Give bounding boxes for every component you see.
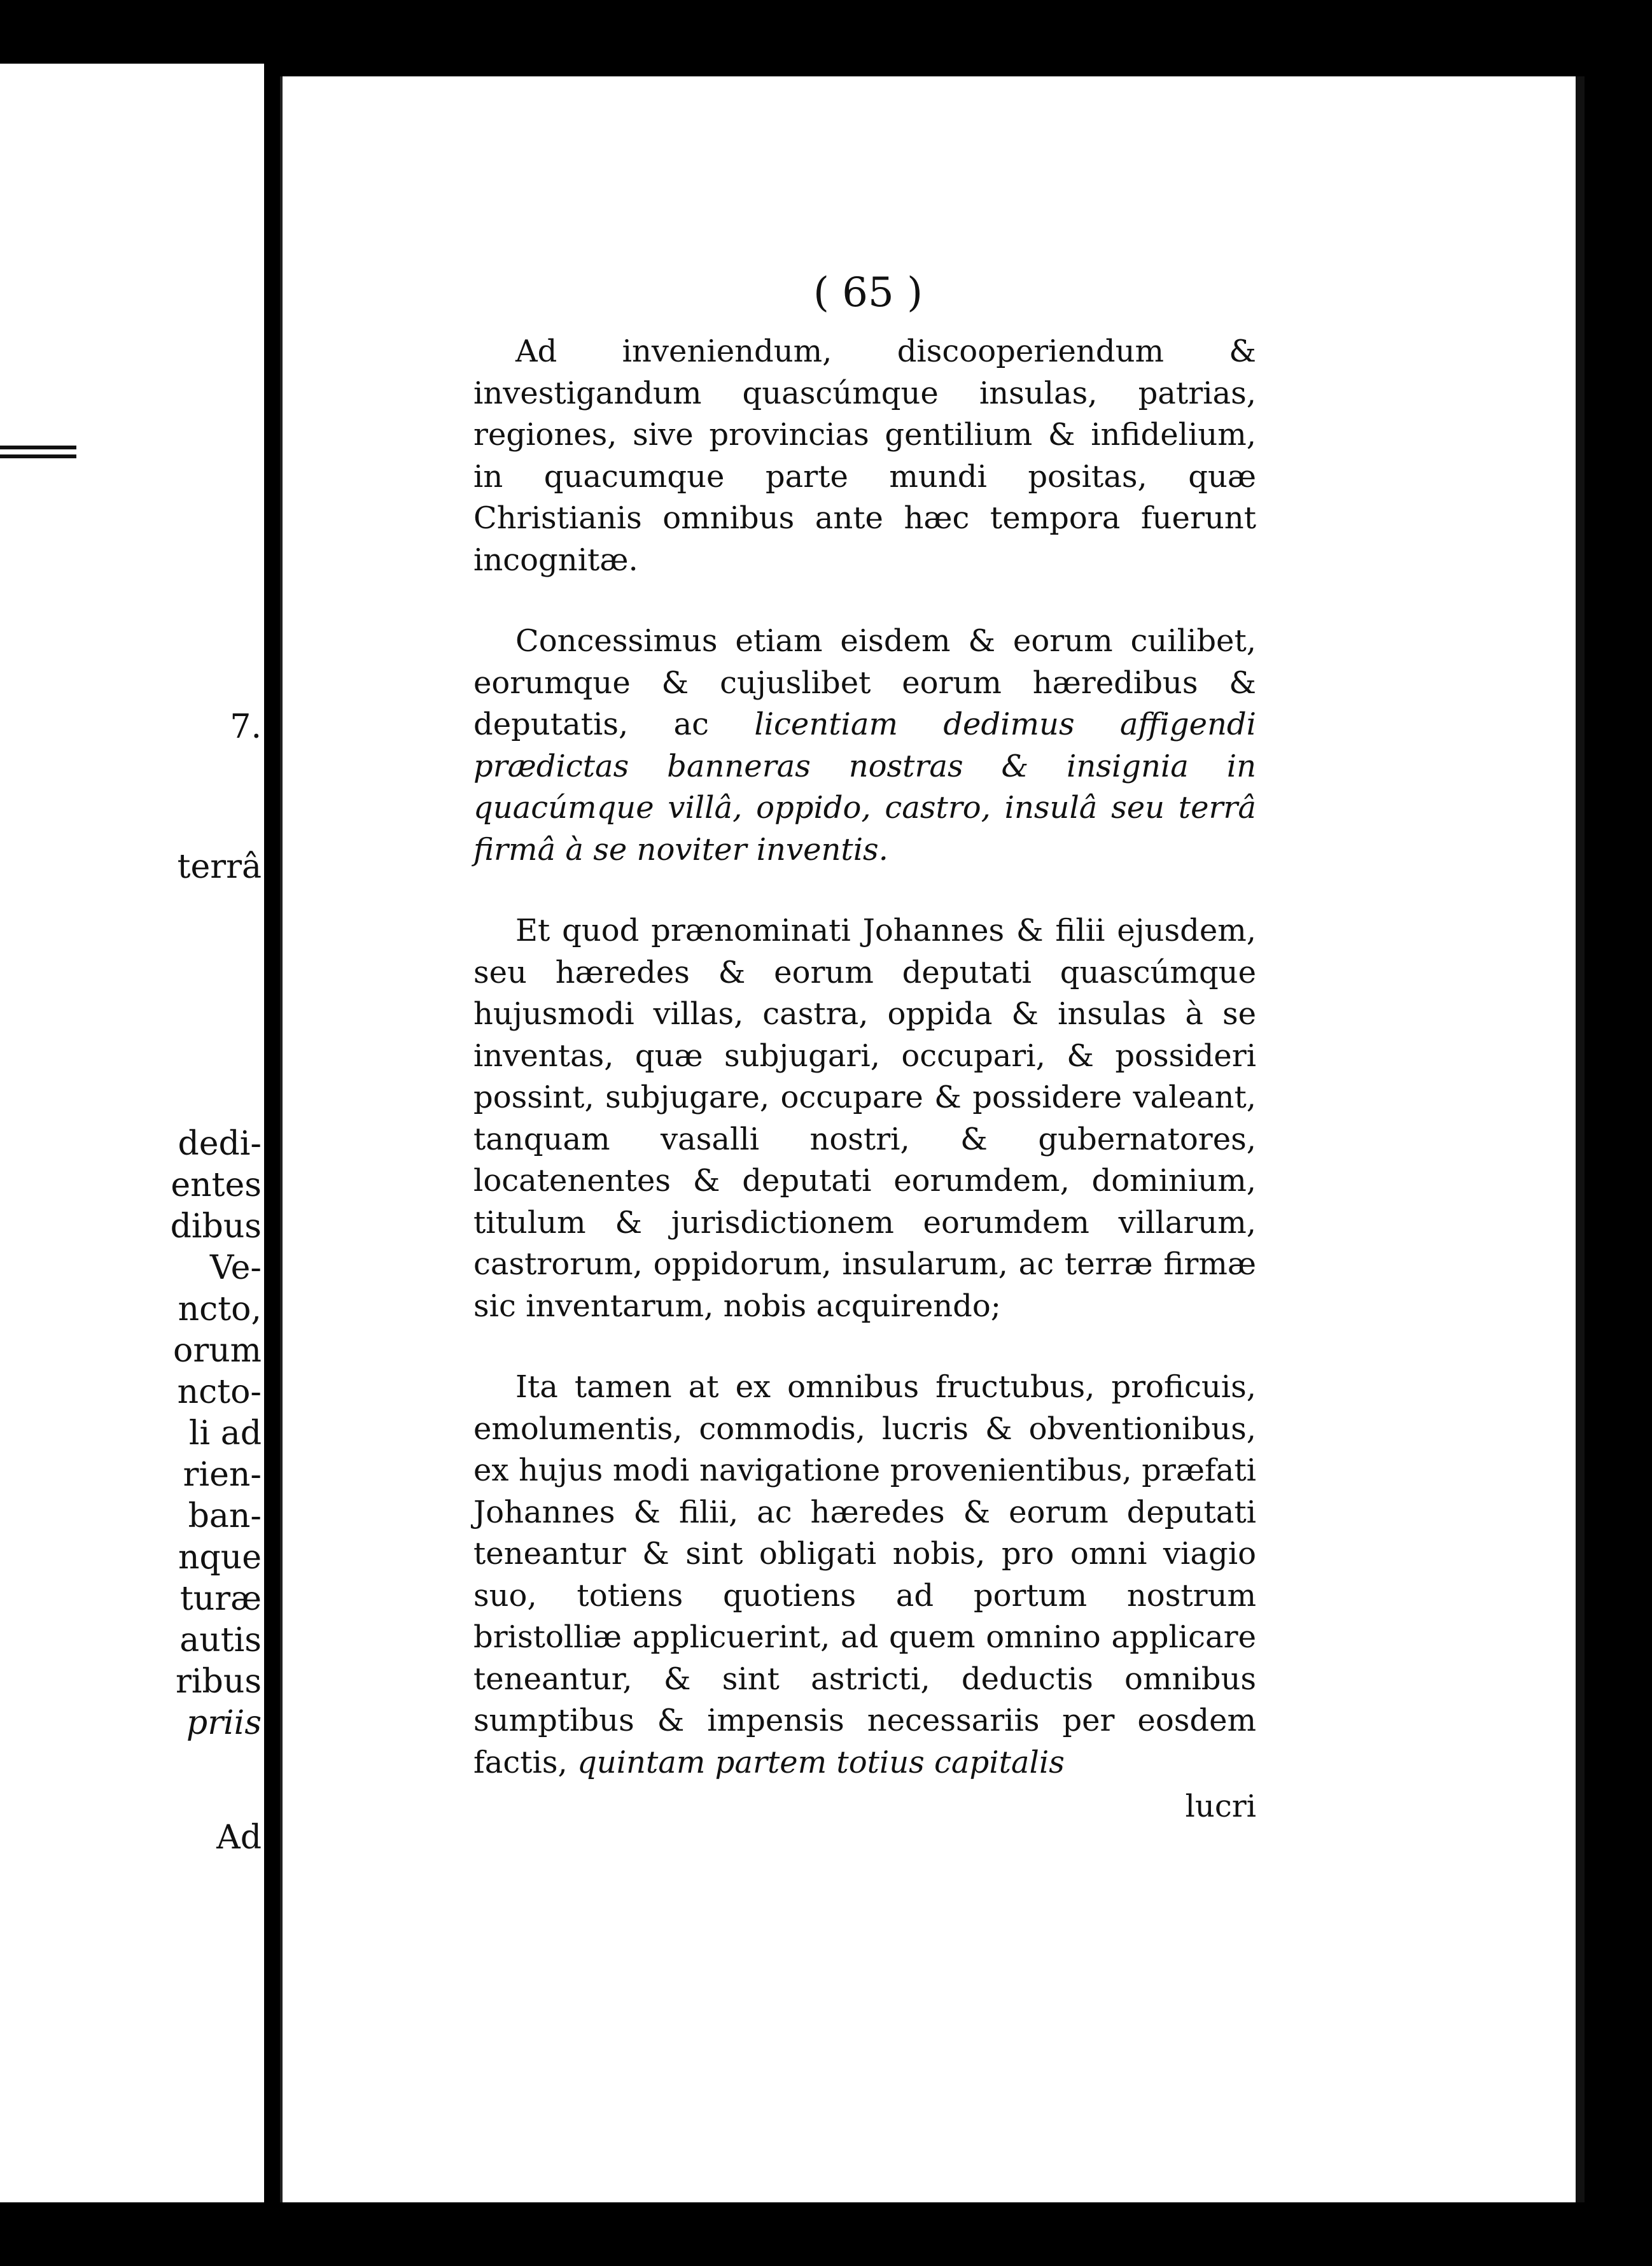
paragraph [473, 621, 1256, 871]
left-fragment-line: priis [186, 1704, 262, 1742]
book-gutter [264, 64, 280, 2202]
left-fragment-catchword: Ad [216, 1819, 262, 1857]
paragraph [473, 1367, 1256, 1784]
catchword: lucri [1185, 1789, 1256, 1824]
left-fragment-line: Ve- [209, 1249, 262, 1287]
left-fragment-line: rien- [183, 1456, 262, 1494]
paragraph: Ad inveniendum, discooperiendum & investigandum quascúmque insulas, patrias, regiones, sive provincias gentilium & infidelium, in quacumque parte mundi positas, quæ Christianis omnibus ante hæc tempora fuerunt incognitæ. [473, 334, 1256, 578]
left-fragment-line: dedi- [178, 1125, 262, 1163]
left-fragment-heading: 7. [230, 708, 262, 746]
left-fragment-line: orum [173, 1332, 262, 1370]
left-fragment-line: ribus [176, 1663, 262, 1701]
page-body [473, 331, 1256, 1828]
paragraph: Et quod prænominati Johannes & filii ejusdem, seu hæredes & eorum deputati quascúmque hujusmodi villas, castra, oppida & insulas à se inventas, quæ subjugari, occupari, & possideri possint, subjugare, occupare & possidere valeant, tanquam vasalli nostri, & gubernatores, locatenentes & deputati eorumdem, dominium, titulum & jurisdictionem eorumdem villarum, castrorum, oppidorum, insularum, ac terræ firmæ sic inventarum, nobis acquirendo; [473, 913, 1256, 1324]
left-fragment-line: turæ [179, 1580, 262, 1618]
left-fragment-line: li ad [188, 1414, 262, 1453]
left-fragment-line: ban- [188, 1497, 262, 1535]
horizontal-rule [0, 454, 76, 458]
left-fragment-line: terrâ [177, 848, 262, 886]
left-fragment-line: nque [178, 1538, 262, 1577]
left-page-fragment [0, 64, 264, 2202]
book-page [280, 76, 1585, 2202]
paragraph-text: Ita tamen at ex omnibus fructubus, proficuis, emolumentis, commodis, lucris & obventionibus, ex hujus modi navigatione provenientibus, præfati Johannes & filii, ac hæredes & eorum deputati teneantur & sint obligati nobis, pro omni viagio suo, totiens quotiens ad portum nostrum bristolliæ applicuerint, ad quem omnino applicare teneantur, & sint astricti, deductis omnibus sumptibus & impensis necessariis per eosdem factis, [473, 1369, 1256, 1780]
page-number: ( 65 ) [813, 269, 923, 316]
left-fragment-line: ncto- [177, 1373, 262, 1411]
paragraph-text: Concessimus etiam eisdem & eorum cuilibet, eorumque & cujuslibet eorum hæredibus & deputatis, ac [473, 623, 1256, 742]
left-fragment-line: entes [171, 1166, 262, 1204]
left-fragment-line: dibus [170, 1207, 262, 1246]
horizontal-rule [0, 446, 76, 449]
left-fragment-line: autis [179, 1621, 262, 1659]
paragraph-italic-text: quintam partem totius capitalis [577, 1744, 1065, 1780]
paragraph-italic-text: licentiam dedimus affigendi prædictas banneras nostras & insignia in quacúmque villâ, oppido, castro, insulâ seu terrâ firmâ à se noviter inventis. [473, 707, 1256, 868]
left-fragment-line: ncto, [178, 1290, 262, 1328]
